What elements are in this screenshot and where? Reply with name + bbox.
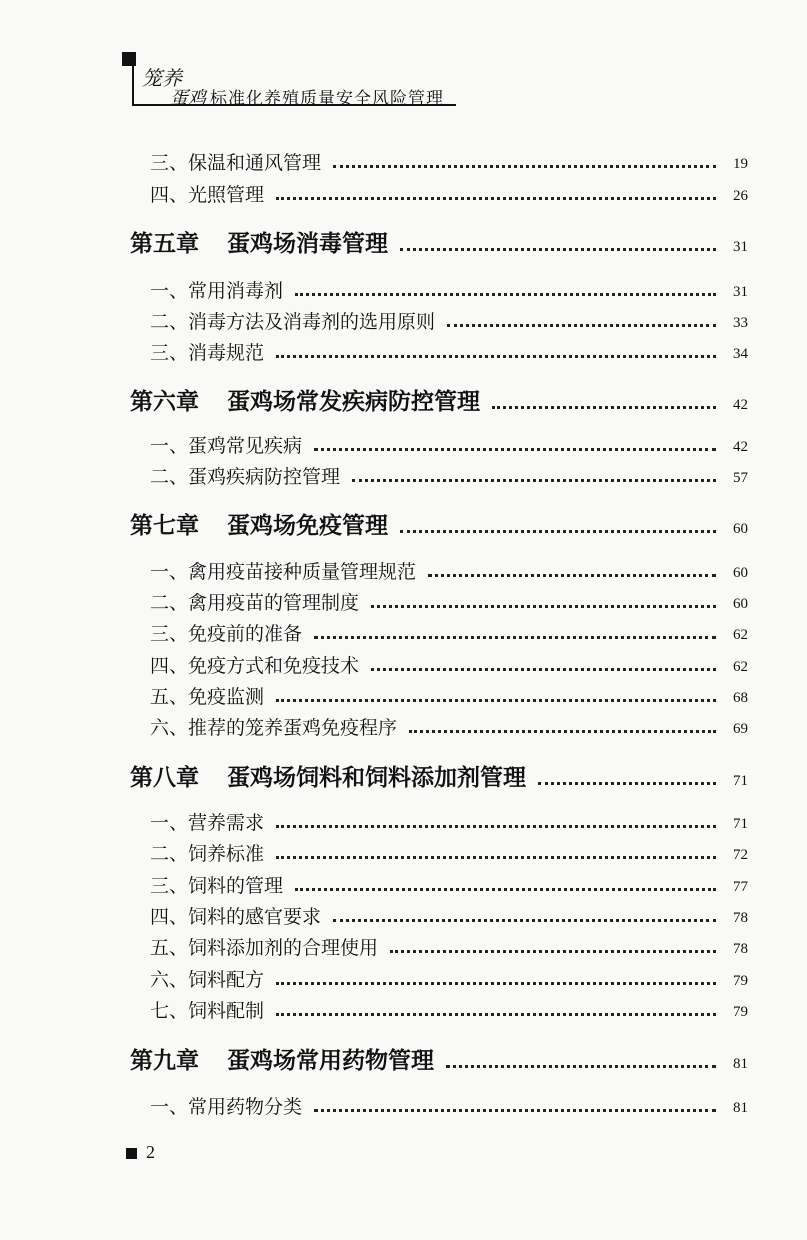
toc-entry-label: [150, 338, 264, 365]
toc-entry-label: [150, 808, 264, 835]
toc-section[interactable]: [150, 710, 748, 740]
toc-entry-title: 蛋鸡场常发疾病防控管理: [227, 389, 480, 415]
dot-leader: [371, 605, 716, 608]
toc-page-number: 79: [733, 973, 748, 989]
toc-entry-label: [150, 965, 264, 992]
toc-page-number: 81: [733, 1056, 748, 1072]
toc-page-number: 31: [733, 239, 748, 255]
toc-entry-label: [150, 1092, 302, 1119]
toc-entry-label: [130, 383, 480, 416]
chapter-number: 第六章: [130, 389, 199, 415]
dot-leader: [409, 730, 716, 733]
dot-leader: [538, 782, 716, 785]
toc-section[interactable]: [150, 1089, 748, 1119]
toc-entry-title: 六、推荐的笼养蛋鸡免疫程序: [150, 717, 398, 739]
toc-section[interactable]: [150, 993, 748, 1023]
toc-page-number: 62: [733, 627, 748, 643]
dot-leader: [295, 293, 716, 296]
toc-section[interactable]: [150, 616, 748, 646]
toc-entry-title: 一、禽用疫苗接种质量管理规范: [150, 561, 417, 583]
dot-leader: [276, 1013, 716, 1016]
toc-entry-title: 五、饲料添加剂的合理使用: [150, 937, 379, 959]
toc-entry-title: 三、免疫前的准备: [150, 623, 303, 645]
toc-page-number: 26: [733, 188, 748, 204]
toc-entry-label: [150, 588, 359, 615]
toc-entry-label: [150, 651, 359, 678]
dot-leader: [276, 355, 716, 358]
toc-page-number: 62: [733, 659, 748, 675]
toc-entry-label: [150, 902, 321, 929]
toc-entry-label: [150, 276, 283, 303]
toc-section[interactable]: [150, 648, 748, 678]
toc-entry-title: 五、免疫监测: [150, 686, 265, 708]
toc-entry-label: [130, 1042, 434, 1075]
toc-entry-label: [150, 148, 321, 175]
toc-entry-title: 二、饲养标准: [150, 843, 265, 865]
toc-page-number: 78: [733, 910, 748, 926]
chapter-number: 第九章: [130, 1048, 199, 1074]
chapter-number: 第八章: [130, 765, 199, 791]
toc-page-number: 34: [733, 346, 748, 362]
dot-leader: [446, 1065, 716, 1068]
toc-entry-title: 三、饲料的管理: [150, 875, 284, 897]
toc-entry-title: 四、免疫方式和免疫技术: [150, 655, 360, 677]
toc-page-number: 71: [733, 773, 748, 789]
toc-page-number: 71: [733, 816, 748, 832]
toc-page-number: 19: [733, 156, 748, 172]
toc-entry-label: [130, 759, 526, 792]
dot-leader: [276, 699, 716, 702]
toc-entry-title: 二、蛋鸡疾病防控管理: [150, 466, 341, 488]
toc-entry-title: 七、饲料配制: [150, 1000, 265, 1022]
toc-entry-title: 一、蛋鸡常见疾病: [150, 435, 303, 457]
toc-section[interactable]: [150, 554, 748, 584]
toc-entry-label: [150, 462, 340, 489]
toc-section[interactable]: [150, 836, 748, 866]
toc-section[interactable]: [150, 145, 748, 175]
dot-leader: [333, 165, 716, 168]
toc-page-number: 78: [733, 941, 748, 957]
toc-page-number: 72: [733, 847, 748, 863]
toc-section[interactable]: [150, 962, 748, 992]
dot-leader: [276, 982, 716, 985]
toc-entry-label: [150, 431, 302, 458]
toc-entry-label: [150, 307, 435, 334]
toc-section[interactable]: [150, 585, 748, 615]
toc-entry-title: 三、消毒规范: [150, 342, 265, 364]
toc-page-number: 79: [733, 1004, 748, 1020]
toc-entry-label: [150, 557, 416, 584]
toc-section[interactable]: [150, 899, 748, 929]
dot-leader: [276, 856, 716, 859]
dot-leader: [390, 950, 716, 953]
toc-entry-title: 蛋鸡场饲料和饲料添加剂管理: [227, 765, 526, 791]
dot-leader: [400, 530, 716, 533]
chapter-number: 第七章: [130, 513, 199, 539]
header-title-part1: 笼养: [142, 66, 182, 90]
toc-entry-label: [150, 839, 264, 866]
dot-leader: [276, 197, 716, 200]
toc-entry-title: 二、消毒方法及消毒剂的选用原则: [150, 311, 436, 333]
toc-entry-label: [130, 225, 388, 258]
toc-section[interactable]: [150, 459, 748, 489]
toc-page-number: 31: [733, 284, 748, 300]
toc-entry-title: 二、禽用疫苗的管理制度: [150, 592, 360, 614]
toc-entry-title: 四、饲料的感官要求: [150, 906, 322, 928]
toc-page-number: 69: [733, 721, 748, 737]
dot-leader: [352, 479, 716, 482]
toc-section[interactable]: [150, 273, 748, 303]
toc-section[interactable]: [150, 930, 748, 960]
toc-section[interactable]: [150, 805, 748, 835]
header-rule-vertical: [132, 66, 134, 106]
dot-leader: [371, 668, 716, 671]
toc-entry-label: [150, 933, 378, 960]
toc-section[interactable]: [150, 335, 748, 365]
toc-entry-title: 一、营养需求: [150, 812, 265, 834]
chapter-number: 第五章: [130, 231, 199, 257]
toc-entry-label: [150, 180, 264, 207]
toc-section[interactable]: [150, 428, 748, 458]
dot-leader: [314, 1109, 716, 1112]
dot-leader: [428, 574, 716, 577]
toc-page-number: 60: [733, 596, 748, 612]
toc-entry-label: [150, 682, 264, 709]
toc-section[interactable]: [150, 177, 748, 207]
toc-entry-label: [130, 507, 388, 540]
toc-page-number: 60: [733, 565, 748, 581]
footer-square-mark: [126, 1148, 137, 1159]
toc-section[interactable]: [150, 868, 748, 898]
dot-leader: [314, 636, 716, 639]
toc-page-number: 81: [733, 1100, 748, 1116]
toc-entry-title: 蛋鸡场常用药物管理: [227, 1048, 434, 1074]
toc-entry-title: 四、光照管理: [150, 184, 265, 206]
toc-entry-label: [150, 713, 397, 740]
toc-entry-title: 一、常用消毒剂: [150, 280, 284, 302]
dot-leader: [314, 448, 716, 451]
dot-leader: [295, 888, 716, 891]
toc-page-number: 33: [733, 315, 748, 331]
toc-entry-title: 一、常用药物分类: [150, 1096, 303, 1118]
toc-page-number: 77: [733, 879, 748, 895]
toc-page-number: 68: [733, 690, 748, 706]
dot-leader: [333, 919, 716, 922]
dot-leader: [276, 825, 716, 828]
toc-chapter[interactable]: [130, 224, 748, 258]
toc-chapter[interactable]: [130, 758, 748, 792]
toc-entry-title: 六、饲料配方: [150, 969, 265, 991]
toc-chapter[interactable]: [130, 382, 748, 416]
dot-leader: [492, 406, 716, 409]
toc-page-number: 57: [733, 470, 748, 486]
toc-chapter[interactable]: [130, 506, 748, 540]
page-number: 2: [146, 1142, 155, 1162]
toc-entry-label: [150, 871, 283, 898]
toc-page-number: 42: [733, 439, 748, 455]
toc-entry-label: [150, 996, 264, 1023]
toc-entry-title: 蛋鸡场免疫管理: [227, 513, 388, 539]
toc-page-number: 42: [733, 397, 748, 413]
header-square-mark: [122, 52, 136, 66]
toc-entry-title: 蛋鸡场消毒管理: [227, 231, 388, 257]
toc-section[interactable]: [150, 679, 748, 709]
toc-section[interactable]: [150, 304, 748, 334]
dot-leader: [400, 248, 716, 251]
toc-chapter[interactable]: [130, 1041, 748, 1075]
dot-leader: [447, 324, 716, 327]
toc-entry-title: 三、保温和通风管理: [150, 152, 322, 174]
toc-entry-label: [150, 619, 302, 646]
header-title-part2: 蛋鸡: [170, 88, 206, 109]
toc-page-number: 60: [733, 521, 748, 537]
header-title-rest: 标准化养殖质量安全风险管理: [210, 89, 444, 109]
